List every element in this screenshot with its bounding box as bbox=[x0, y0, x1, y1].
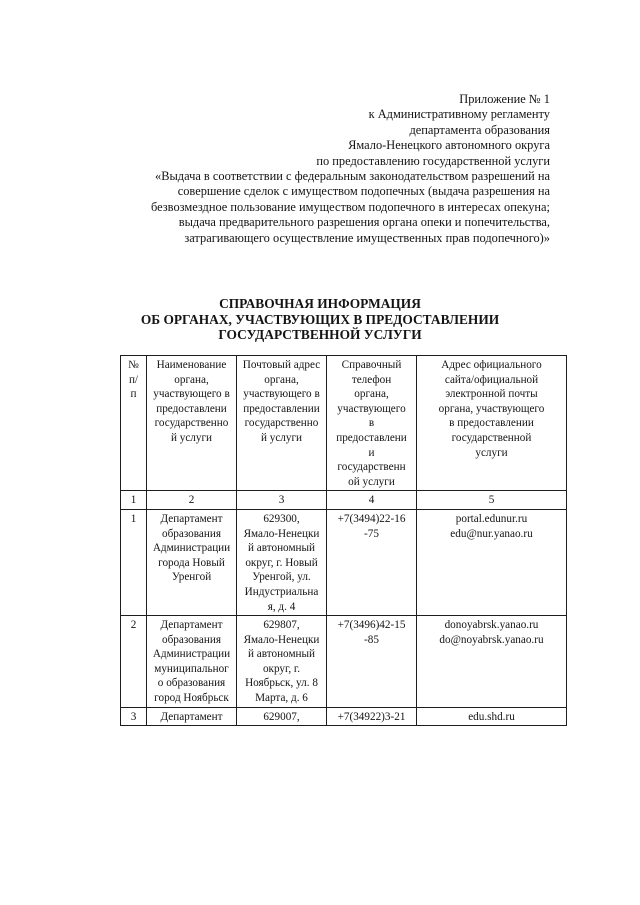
table-cell bbox=[121, 509, 147, 615]
cell-text-line: органа, bbox=[354, 388, 389, 401]
cell-text-line: Адрес официального bbox=[441, 359, 542, 371]
cell-text-line: и bbox=[368, 446, 375, 459]
appendix-line: по предоставлению государственной услуги bbox=[316, 153, 550, 168]
cell-text-line: телефон bbox=[351, 373, 392, 386]
cell-text-line: Наименование bbox=[156, 359, 227, 371]
cell-text-line: й услуги bbox=[170, 431, 213, 444]
cell-text-line: 629807, bbox=[263, 619, 300, 632]
cell-text-line: й автономный bbox=[247, 542, 316, 555]
table-cell bbox=[121, 616, 147, 708]
table-cell bbox=[147, 707, 237, 726]
column-number: 3 bbox=[237, 491, 327, 510]
appendix-line: Приложение № 1 bbox=[459, 92, 550, 106]
cell-text-line: п/ bbox=[128, 373, 139, 386]
cell-text-line: -75 bbox=[364, 527, 379, 540]
table-cell bbox=[327, 616, 417, 708]
table-cell bbox=[237, 509, 327, 615]
table-cell bbox=[417, 509, 567, 615]
column-header bbox=[147, 356, 237, 491]
appendix-line: Ямало-Ненецкого автономного округа bbox=[348, 138, 550, 153]
cell-text-line: округ, г. Новый bbox=[245, 556, 318, 569]
cell-text-line: я, д. 4 bbox=[267, 600, 296, 613]
cell-text-line: предоставлени bbox=[156, 402, 227, 415]
cell-text-line: предоставлени bbox=[336, 431, 407, 444]
column-number: 1 bbox=[121, 491, 147, 510]
table-row bbox=[121, 707, 567, 726]
table-cell bbox=[147, 616, 237, 708]
column-number: 2 bbox=[147, 491, 237, 510]
cell-text-line: +7(3494)22-16 bbox=[337, 512, 406, 525]
table-header-row bbox=[121, 356, 567, 491]
cell-text-line: Ноябрьск, ул. 8 bbox=[245, 677, 318, 690]
cell-text-line: № bbox=[128, 359, 139, 371]
cell-text-line: услуги bbox=[475, 446, 508, 459]
column-header bbox=[121, 356, 147, 491]
cell-text-line: Марта, д. 6 bbox=[255, 692, 308, 705]
cell-text-line: edu.shd.ru bbox=[468, 710, 515, 723]
cell-text-line: do@noyabrsk.yanao.ru bbox=[439, 633, 544, 646]
cell-text-line: государственно bbox=[244, 417, 319, 430]
cell-text-line: государственной bbox=[451, 431, 532, 444]
cell-text-line: органа, bbox=[264, 373, 299, 386]
cell-text-line: +7(34922)3-21 bbox=[337, 710, 406, 723]
table-cell bbox=[417, 707, 567, 726]
cell-text-line: муниципальног bbox=[154, 662, 229, 675]
cell-text-line: органа, bbox=[174, 373, 209, 386]
cell-text-line: образования bbox=[161, 633, 221, 646]
cell-text-line: ой услуги bbox=[348, 475, 395, 488]
cell-text-line: 2 bbox=[130, 619, 137, 632]
title-line: СПРАВОЧНАЯ ИНФОРМАЦИЯ bbox=[219, 296, 421, 311]
cell-text-line: образования bbox=[161, 527, 221, 540]
appendix-line: к Административному регламенту bbox=[368, 107, 550, 122]
table-row bbox=[121, 509, 567, 615]
cell-text-line: округ, г. bbox=[262, 662, 301, 675]
cell-text-line: сайта/официальной bbox=[444, 373, 539, 386]
cell-text-line: -85 bbox=[364, 633, 379, 646]
title-line: ОБ ОРГАНАХ, УЧАСТВУЮЩИХ В ПРЕДОСТАВЛЕНИИ bbox=[140, 311, 500, 327]
cell-text-line: 3 bbox=[130, 710, 137, 723]
cell-text-line: электронной почты bbox=[445, 388, 538, 401]
cell-text-line: 629007, bbox=[263, 710, 300, 723]
table-row bbox=[121, 616, 567, 708]
table-cell bbox=[237, 707, 327, 726]
appendix-line: безвозмездное пользование имуществом подопечного в интересах опекуна; bbox=[151, 199, 550, 214]
cell-text-line: города Новый bbox=[158, 556, 225, 569]
cell-text-line: portal.edunur.ru bbox=[455, 512, 528, 525]
cell-text-line: о образования bbox=[157, 677, 226, 690]
table-numbering-row bbox=[121, 491, 567, 510]
cell-text-line: государственно bbox=[154, 417, 229, 430]
appendix-line: затрагивающего осуществление имущественных прав подопечного)» bbox=[184, 230, 550, 245]
cell-text-line: Ямало-Ненецки bbox=[243, 527, 320, 540]
reference-table bbox=[120, 355, 567, 726]
table-cell bbox=[121, 707, 147, 726]
appendix-line: департамента образования bbox=[409, 122, 550, 137]
cell-text-line: город Ноябрьск bbox=[154, 692, 229, 705]
cell-text-line: Уренгой, ул. bbox=[252, 571, 311, 584]
appendix-line: «Выдача в соответствии с федеральным законодательством разрешений на bbox=[155, 169, 550, 184]
column-header bbox=[327, 356, 417, 491]
cell-text-line: участвующего в bbox=[153, 388, 230, 401]
title-line: ГОСУДАРСТВЕННОЙ УСЛУГИ bbox=[218, 327, 422, 342]
table-cell bbox=[417, 616, 567, 708]
cell-text-line: Справочный bbox=[341, 359, 402, 371]
table-cell bbox=[327, 509, 417, 615]
cell-text-line: Департамент bbox=[160, 619, 223, 632]
cell-text-line: Ямало-Ненецки bbox=[243, 633, 320, 646]
cell-text-line: участвующего bbox=[337, 402, 406, 415]
cell-text-line: Администрации bbox=[152, 648, 231, 661]
appendix-header bbox=[80, 92, 550, 246]
cell-text-line: предоставлении bbox=[243, 402, 320, 415]
cell-text-line: органа, участвующего bbox=[438, 402, 545, 415]
column-header bbox=[417, 356, 567, 491]
cell-text-line: Уренгой bbox=[171, 571, 212, 584]
cell-text-line: edu@nur.yanao.ru bbox=[450, 527, 533, 540]
cell-text-line: 629300, bbox=[263, 512, 300, 525]
cell-text-line: Индустриальна bbox=[244, 585, 319, 598]
document-title bbox=[0, 296, 640, 343]
cell-text-line: Департамент bbox=[160, 710, 223, 723]
cell-text-line: государственн bbox=[337, 461, 406, 474]
cell-text-line: в bbox=[368, 417, 375, 430]
cell-text-line: donoyabrsk.yanao.ru bbox=[444, 619, 539, 632]
cell-text-line: Почтовый адрес bbox=[242, 359, 321, 371]
column-header bbox=[237, 356, 327, 491]
cell-text-line: Департамент bbox=[160, 512, 223, 525]
cell-text-line: +7(3496)42-15 bbox=[337, 619, 406, 632]
appendix-line: выдача предварительного разрешения органа опеки и попечительства, bbox=[178, 215, 550, 230]
column-number: 5 bbox=[417, 491, 567, 510]
cell-text-line: й услуги bbox=[260, 431, 303, 444]
appendix-line: совершение сделок с имуществом подопечных (выдача разрешения на bbox=[177, 184, 550, 199]
cell-text-line: п bbox=[130, 388, 137, 401]
cell-text-line: й автономный bbox=[247, 648, 316, 661]
column-number: 4 bbox=[327, 491, 417, 510]
table-cell bbox=[237, 616, 327, 708]
table-cell bbox=[327, 707, 417, 726]
cell-text-line: 1 bbox=[130, 512, 137, 525]
cell-text-line: в предоставлении bbox=[449, 417, 534, 430]
cell-text-line: Администрации bbox=[152, 542, 231, 555]
table-cell bbox=[147, 509, 237, 615]
cell-text-line: участвующего в bbox=[243, 388, 320, 401]
